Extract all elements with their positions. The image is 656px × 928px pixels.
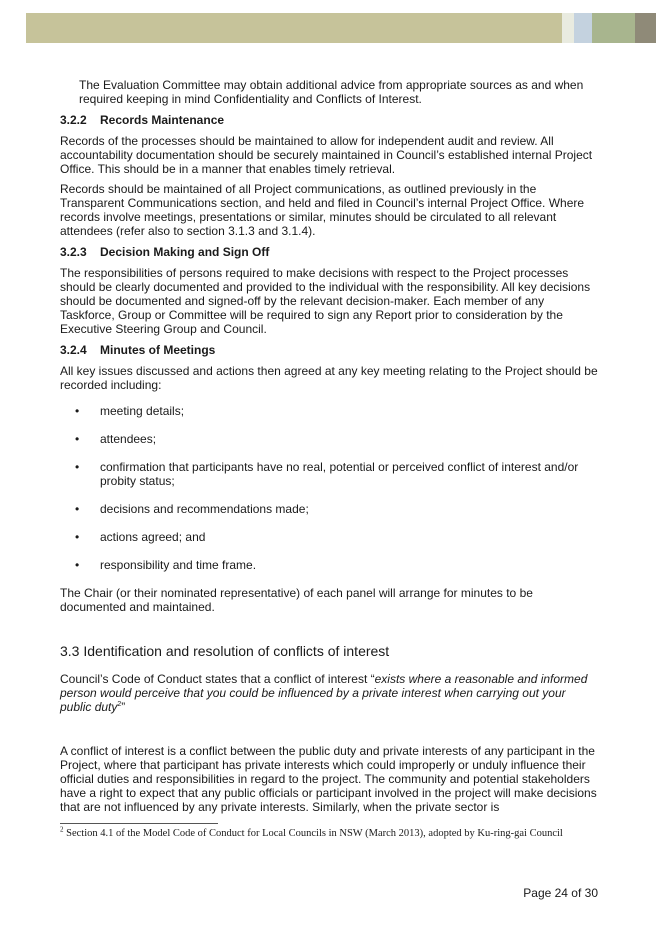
- heading-title: Decision Making and Sign Off: [100, 245, 270, 259]
- list-item: • actions agreed; and: [75, 530, 206, 544]
- bullet-icon: •: [75, 460, 80, 474]
- heading-decision-making: [60, 245, 600, 259]
- page-number: Page 24 of 30: [523, 886, 598, 900]
- heading-title: Records Maintenance: [100, 113, 225, 127]
- header-bar-segment: [592, 13, 635, 43]
- code-quote: exists where a reasonable and informed person would perceive that you could be influenced by a private interest when carrying out your public duty: [60, 672, 588, 714]
- paragraph-evaluation-committee: The Evaluation Committee may obtain additional advice from appropriate sources as and when required keeping in mind Confidentiality and Conflicts of Interest.: [79, 78, 584, 106]
- page-body: [60, 78, 600, 814]
- minutes-bullet-list: [60, 404, 600, 572]
- paragraph-records-2: Records should be maintained of all Project communications, as outlined previously in the Transparent Communications section, and held and filed in Council’s internal Project Office. Where records involve meetings, presentations or similar, minutes should be circulated to all relevant attendees (refer also to section 3.1.3 and 3.1.4).: [60, 182, 585, 238]
- heading-number: 3.2.3: [60, 245, 87, 259]
- list-item: • attendees;: [75, 432, 157, 446]
- bullet-icon: •: [75, 502, 80, 516]
- list-item: • meeting details;: [75, 404, 185, 418]
- footnote-ref: 2: [117, 701, 122, 708]
- bullet-icon: •: [75, 530, 80, 544]
- bullet-icon: •: [75, 404, 80, 418]
- heading-minutes-of-meetings: [60, 343, 600, 357]
- footnote-text: Section 4.1 of the Model Code of Conduct for Local Councils in NSW (March 2013), adopted by Ku-ring-gai Council: [63, 828, 563, 839]
- header-bar-segment: [635, 13, 656, 43]
- header-bar-segment: [574, 13, 592, 43]
- heading-records-maintenance: [60, 113, 600, 127]
- paragraph-decision: The responsibilities of persons required to make decisions with respect to the Project processes should be clearly documented and provided to the individual with the responsibility. All key decisions should be documented and signed-off by the relevant decision-maker. Each member of any Taskforce, Group or Committee will be required to sign any Report prior to consideration by the Executive Steering Group and Council.: [60, 266, 591, 336]
- footnote-divider: [60, 823, 218, 824]
- footnote-number: 2: [60, 825, 64, 834]
- header-bar-segment: [26, 13, 562, 43]
- list-item: • confirmation that participants have no real, potential or perceived conflict of interest and/or probity status;: [75, 460, 579, 488]
- list-item: • decisions and recommendations made;: [75, 502, 309, 516]
- heading-number: 3.2.4: [60, 343, 87, 357]
- heading-conflicts-of-interest: 3.3 Identification and resolution of conflicts of interest: [60, 643, 390, 659]
- paragraph-minutes: All key issues discussed and actions then agreed at any key meeting relating to the Project should be recorded including:: [60, 364, 598, 392]
- header-bar-segment: [562, 13, 574, 43]
- footnote: [60, 825, 620, 840]
- list-item: • responsibility and time frame.: [75, 558, 257, 572]
- bullet-icon: •: [75, 432, 80, 446]
- header-decorative-bar: [26, 13, 656, 43]
- paragraph-chair: The Chair (or their nominated representative) of each panel will arrange for minutes to be documented and maintained.: [60, 586, 533, 614]
- paragraph-records-1: Records of the processes should be maintained to allow for independent audit and review. All accountability documentation should be securely maintained in Council’s established internal Project Office. This should be in a manner that enables timely retrieval.: [60, 134, 593, 176]
- heading-number: 3.2.2: [60, 113, 87, 127]
- bullet-icon: •: [75, 558, 80, 572]
- paragraph-code-of-conduct: Council’s Code of Conduct states that a conflict of interest “exists where a reasonable and informed person would perceive that you could be influenced by a private interest when carrying out your public duty$^2$”: [60, 672, 588, 714]
- heading-title: Minutes of Meetings: [100, 343, 216, 357]
- paragraph-conflict-definition: A conflict of interest is a conflict between the public duty and private interests of any participant in the Project, where that participant has private interests which could improperly or unduly influence their official duties and responsibilities in regard to the project. The community and potential stakeholders have a right to expect that any public officials or participant involved in the project will make decisions that are not influenced by any private interests. Similarly, when the private sector is: [60, 744, 597, 814]
